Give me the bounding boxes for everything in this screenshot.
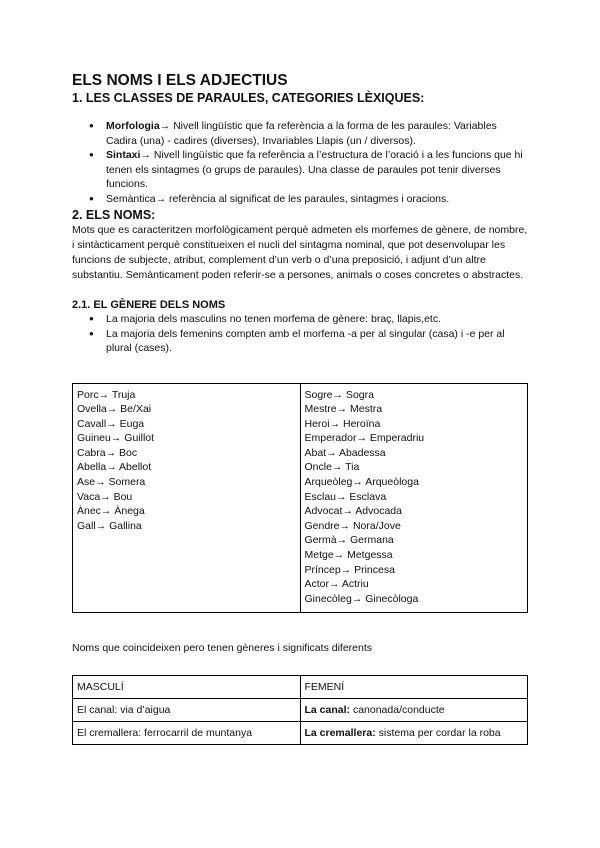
document-page xyxy=(72,72,528,745)
pair-item: Cavall→ Euga xyxy=(77,417,145,430)
pair-item: Advocat→ Advocada xyxy=(304,505,402,518)
gender-pairs-table xyxy=(72,383,528,614)
list-item: ● La majoria dels masculins no tenen morfema de gènere: braç, llapis,etc. xyxy=(72,312,528,327)
pair-item: Abella→ Abellot xyxy=(77,461,152,474)
pair-item: Heroi→ Heroïna xyxy=(304,417,381,430)
pair-item: Vaca→ Bou xyxy=(77,490,133,503)
column-header-femeni: FEMENÍ xyxy=(300,676,528,699)
section-heading-noms: 2. ELS NOMS: xyxy=(72,208,156,222)
classes-list xyxy=(72,119,528,206)
pair-item: Gendre→ Nora/Jove xyxy=(304,519,401,532)
pair-item: Porc→ Truja xyxy=(77,388,136,401)
coincident-nouns-table xyxy=(72,675,528,745)
pair-item: Arqueòleg→ Arqueòloga xyxy=(304,476,419,489)
feminine-term: La canal: xyxy=(304,704,351,717)
pair-item: Actor→ Actriu xyxy=(304,578,369,591)
feminine-definition: sistema per cordar la roba xyxy=(375,727,501,740)
pair-item: Germà→ Germana xyxy=(304,534,394,547)
gender-pairs-left-column xyxy=(73,383,301,613)
list-item-semantica xyxy=(72,192,528,207)
pair-item: Ginecòleg→ Ginecòloga xyxy=(304,592,419,605)
section-heading-genere: 2.1. EL GÈNERE DELS NOMS xyxy=(72,299,226,311)
pair-item: Ànec→ Ànega xyxy=(77,505,145,518)
noms-paragraph: Mots que es caracteritzen morfològicament perquè admeten els morfemes de gènere, de nombre, i sintàcticament perquè constitueixen el nucli del sintagma nominal, que pot desenvolupar les funcions de subjecte, atribut, complement d’un verb o d’una preposició, i adjunt d’un altre substantiu. Semànticament poden referir-se a persones, animals o coses concretes o abstractes. xyxy=(72,224,528,281)
column-header-masculi: MASCULÍ xyxy=(73,676,301,699)
list-item-sintaxi xyxy=(72,148,528,192)
table-row xyxy=(73,699,528,722)
feminine-cell xyxy=(300,699,528,722)
list-item: ● La majoria dels femenins compten amb el morfema -a per al singular (casa) i -e per al plural (cases). xyxy=(72,327,528,356)
genere-list xyxy=(72,312,528,356)
document-title: ELS NOMS I ELS ADJECTIUS xyxy=(72,72,288,89)
pair-item: Sogre→ Sogra xyxy=(304,388,374,401)
term-text: → Nivell lingüístic que fa referència a la forma de les paraules: Variables Cadira (una) - cadires (diverses), Invariables Llapis (un / diversos). xyxy=(106,120,497,147)
pair-item: Oncle→ Tia xyxy=(304,461,360,474)
section-heading-classes: 1. LES CLASSES DE PARAULES, CATEGORIES LÈXIQUES: xyxy=(72,91,425,105)
pair-item: Gall→ Gallina xyxy=(77,519,142,532)
term-text: Semàntica→ referència al significat de les paraules, sintagmes i oracions. xyxy=(106,192,450,205)
pair-item: Guineu→ Guillot xyxy=(77,432,155,445)
table-header-row xyxy=(73,676,528,699)
feminine-cell xyxy=(300,722,528,745)
pair-item: Emperador→ Emperadriu xyxy=(304,432,425,445)
term-label: Sintaxi xyxy=(106,149,141,161)
pair-item: Cabra→ Boc xyxy=(77,446,138,459)
pair-item: Príncep→ Princesa xyxy=(304,563,395,576)
pair-item: Ase→ Somera xyxy=(77,476,146,489)
pair-item: Esclau→ Esclava xyxy=(304,490,387,503)
pair-item: Metge→ Metgessa xyxy=(304,549,393,562)
list-item-morfologia xyxy=(72,119,528,148)
coincident-note: Noms que coincideixen pero tenen gèneres i significats diferents xyxy=(72,642,373,655)
table-row xyxy=(73,722,528,745)
pair-item: Abat→ Abadessa xyxy=(304,446,386,459)
masculine-cell: El canal: via d’aigua xyxy=(73,699,301,722)
feminine-definition: canonada/conducte xyxy=(350,704,445,717)
term-label: Morfologia xyxy=(106,120,160,132)
masculine-cell: El cremallera: ferrocarril de muntanya xyxy=(73,722,301,745)
gender-pairs-right-column xyxy=(300,383,528,613)
pair-item: Ovella→ Be/Xai xyxy=(77,403,152,416)
pair-item: Mestre→ Mestra xyxy=(304,403,383,416)
feminine-term: La cremallera: xyxy=(304,727,376,740)
term-text: → Nivell lingüístic que fa referència a l’estructura de l’oració i a les funcions que hi tenen els sintagmes (o grups de paraules). Una classe de paraules pot tenir diverses funcions. xyxy=(106,149,523,190)
